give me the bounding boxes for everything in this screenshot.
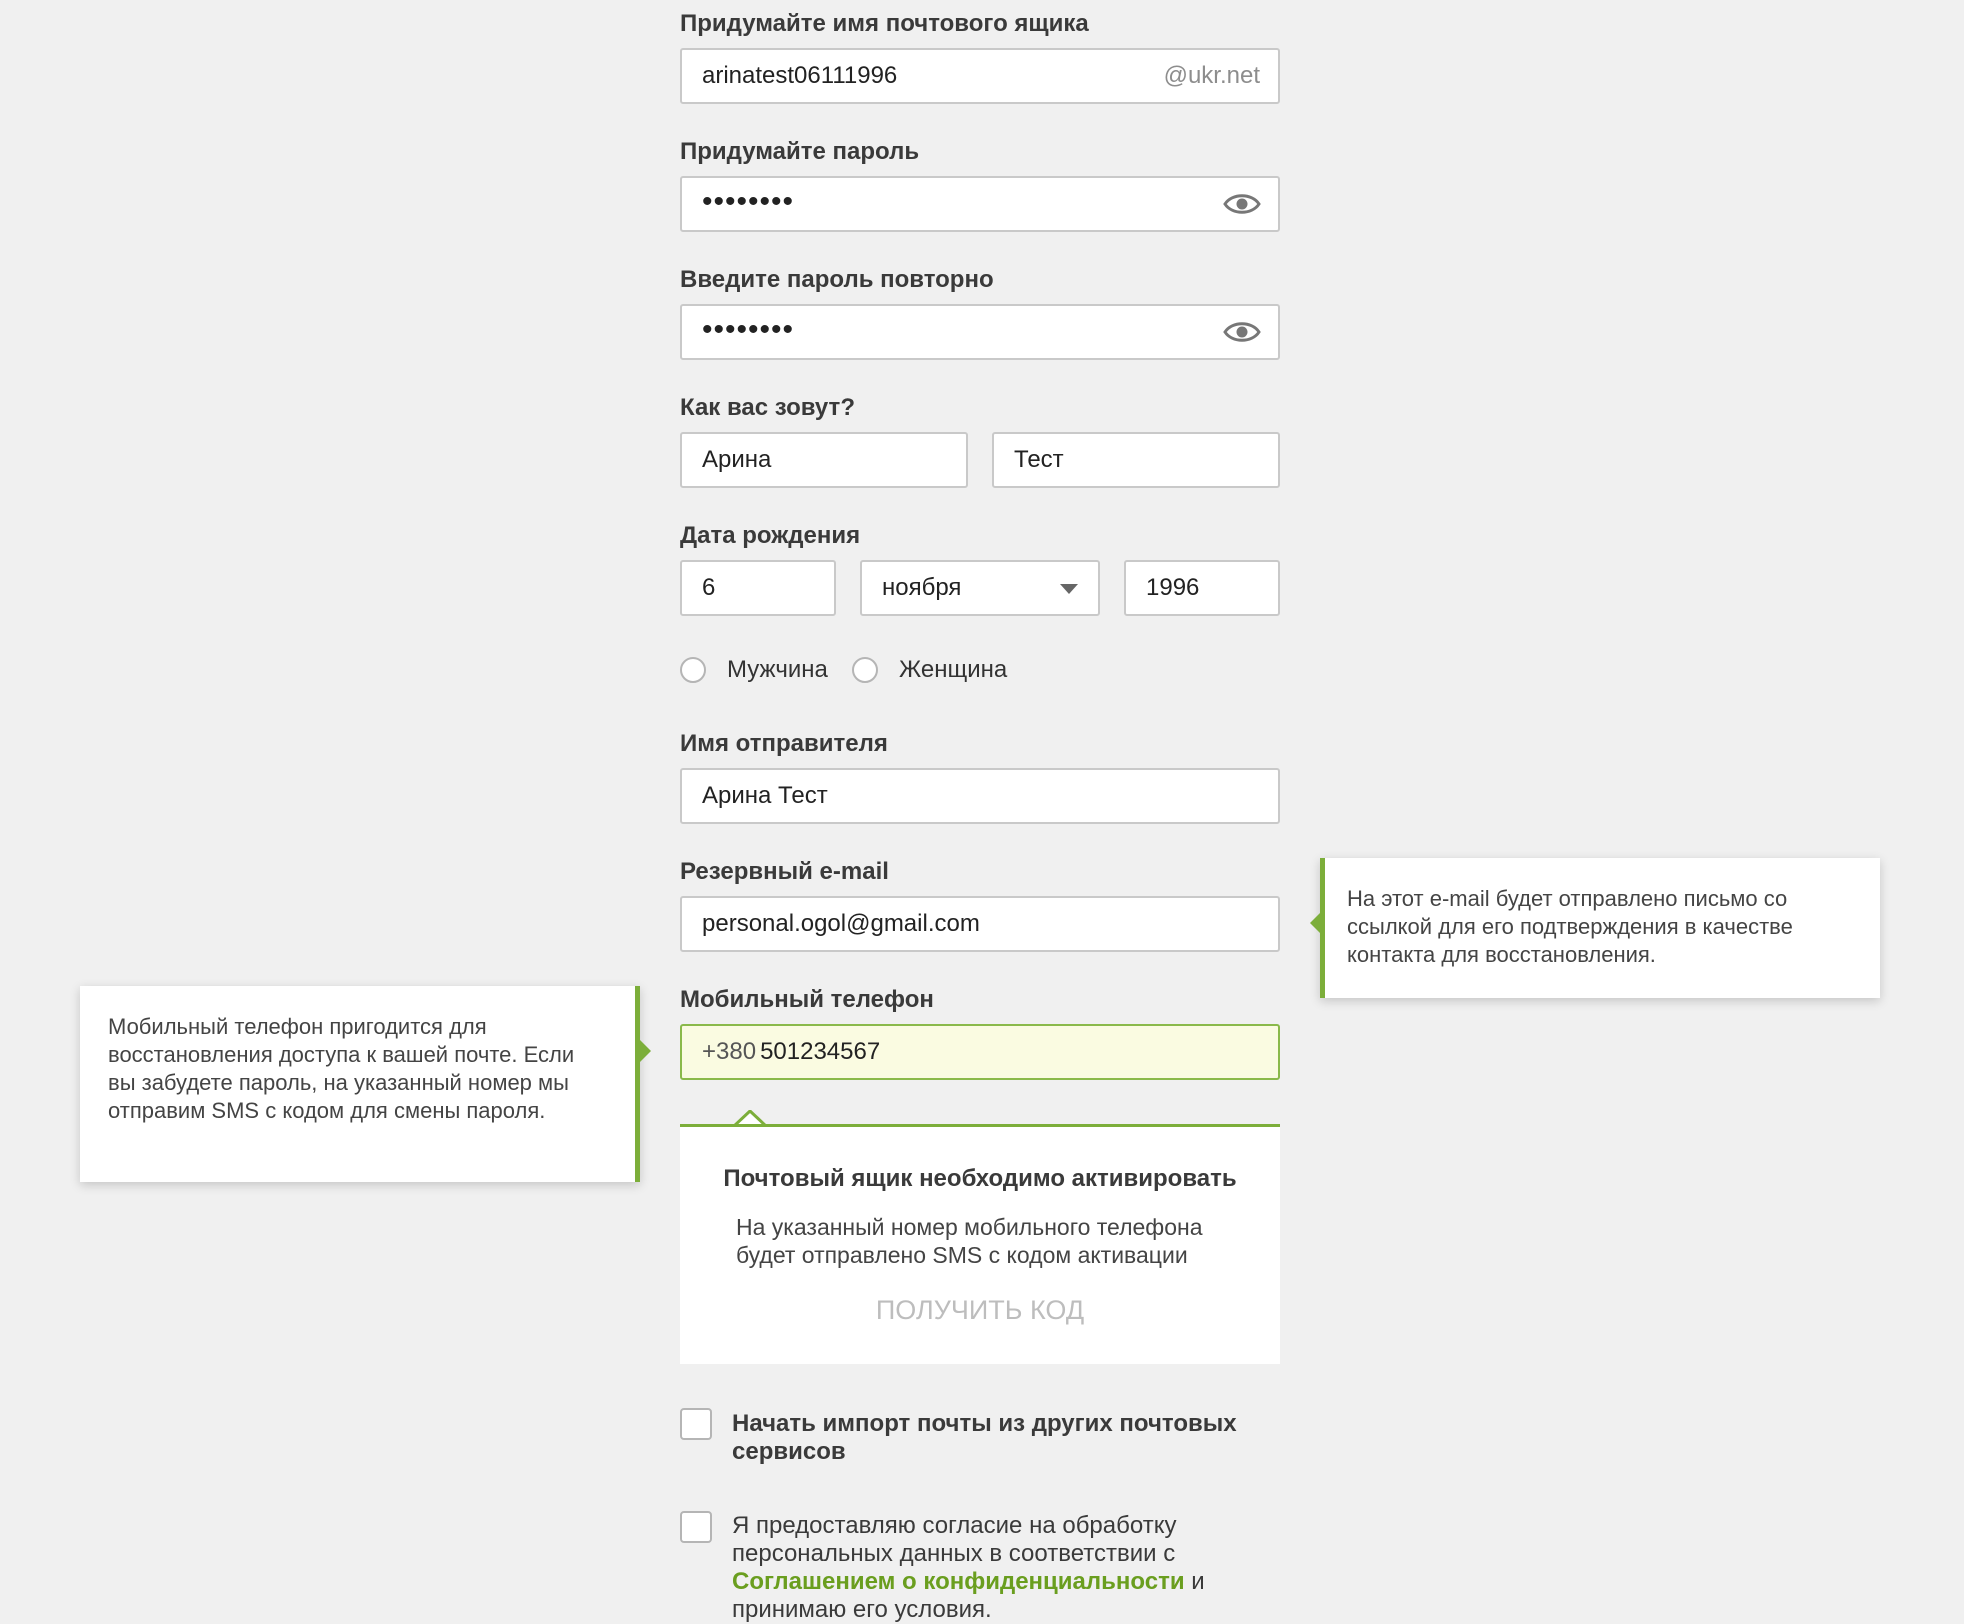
backup-email-tooltip-text: На этот e-mail будет отправлено письмо со ссылкой для его подтверждения в качестве контакта для восстановления. bbox=[1347, 886, 1793, 967]
birth-date-label: Дата рождения bbox=[680, 522, 861, 549]
phone-tooltip-text: Мобильный телефон пригодится для восстановления доступа к вашей почте. Если вы забудете пароль, на указанный номер мы отправим SMS с кодом для смены пароля. bbox=[108, 1014, 575, 1123]
phone-value: 501234567 bbox=[760, 1038, 881, 1065]
consent-label[interactable] bbox=[732, 1512, 1252, 1624]
password-repeat-input[interactable] bbox=[680, 304, 1280, 360]
backup-email-tooltip bbox=[1320, 858, 1880, 998]
birth-month-select[interactable] bbox=[860, 560, 1100, 616]
first-name-value: Арина bbox=[702, 446, 772, 473]
password-repeat-value: •••••••• bbox=[702, 313, 795, 346]
mailbox-domain-suffix: @ukr.net bbox=[1163, 62, 1260, 89]
birth-day-input[interactable] bbox=[680, 560, 836, 616]
mailbox-input[interactable] bbox=[680, 48, 1280, 104]
sender-name-input[interactable] bbox=[680, 768, 1280, 824]
phone-country-code: +380 bbox=[702, 1038, 757, 1065]
backup-email-value: personal.ogol@gmail.com bbox=[702, 910, 980, 937]
consent-text-end: и принимаю его условия. bbox=[732, 1568, 1205, 1623]
password-value: •••••••• bbox=[702, 185, 795, 218]
birth-month-value: ноября bbox=[882, 574, 962, 601]
phone-label: Мобильный телефон bbox=[680, 986, 934, 1013]
import-mail-label[interactable]: Начать импорт почты из других почтовых сервисов bbox=[732, 1410, 1237, 1465]
sender-name-value: Арина Тест bbox=[702, 782, 828, 809]
birth-year-value: 1996 bbox=[1146, 574, 1200, 601]
eye-icon[interactable] bbox=[1222, 318, 1262, 346]
backup-email-input[interactable] bbox=[680, 896, 1280, 952]
last-name-input[interactable] bbox=[992, 432, 1280, 488]
get-code-button[interactable]: ПОЛУЧИТЬ КОД bbox=[875, 1295, 1085, 1325]
chevron-down-icon bbox=[1060, 584, 1078, 594]
mailbox-label: Придумайте имя почтового ящика bbox=[680, 10, 1089, 37]
last-name-value: Тест bbox=[1014, 446, 1064, 473]
privacy-agreement-link[interactable]: Соглашением о конфиденциальности bbox=[732, 1568, 1185, 1595]
tooltip-caret bbox=[1310, 912, 1321, 934]
backup-email-label: Резервный e-mail bbox=[680, 858, 889, 885]
birth-day-value: 6 bbox=[702, 574, 716, 601]
sender-name-label: Имя отправителя bbox=[680, 730, 888, 757]
mailbox-value: arinatest06111996 bbox=[702, 62, 898, 89]
activation-title: Почтовый ящик необходимо активировать bbox=[723, 1165, 1237, 1192]
password-repeat-label: Введите пароль повторно bbox=[680, 266, 994, 293]
gender-female-radio[interactable] bbox=[852, 657, 878, 683]
gender-male-radio[interactable] bbox=[680, 657, 706, 683]
eye-icon[interactable] bbox=[1222, 190, 1262, 218]
first-name-input[interactable] bbox=[680, 432, 968, 488]
birth-year-input[interactable] bbox=[1124, 560, 1280, 616]
activation-text: На указанный номер мобильного телефона будет отправлено SMS с кодом активации bbox=[736, 1214, 1203, 1268]
gender-female-label[interactable]: Женщина bbox=[899, 656, 1008, 683]
name-label: Как вас зовут? bbox=[680, 394, 855, 421]
phone-input[interactable] bbox=[680, 1024, 1280, 1080]
tooltip-caret bbox=[640, 1040, 651, 1062]
consent-checkbox[interactable] bbox=[680, 1511, 712, 1543]
consent-text-start: Я предоставляю согласие на обработку персональных данных в соответствии с bbox=[732, 1512, 1177, 1567]
gender-male-label[interactable]: Мужчина bbox=[727, 656, 828, 683]
phone-tooltip bbox=[80, 986, 640, 1182]
import-mail-checkbox[interactable] bbox=[680, 1408, 712, 1440]
password-label: Придумайте пароль bbox=[680, 138, 920, 165]
password-input[interactable] bbox=[680, 176, 1280, 232]
activation-panel bbox=[680, 1124, 1280, 1364]
